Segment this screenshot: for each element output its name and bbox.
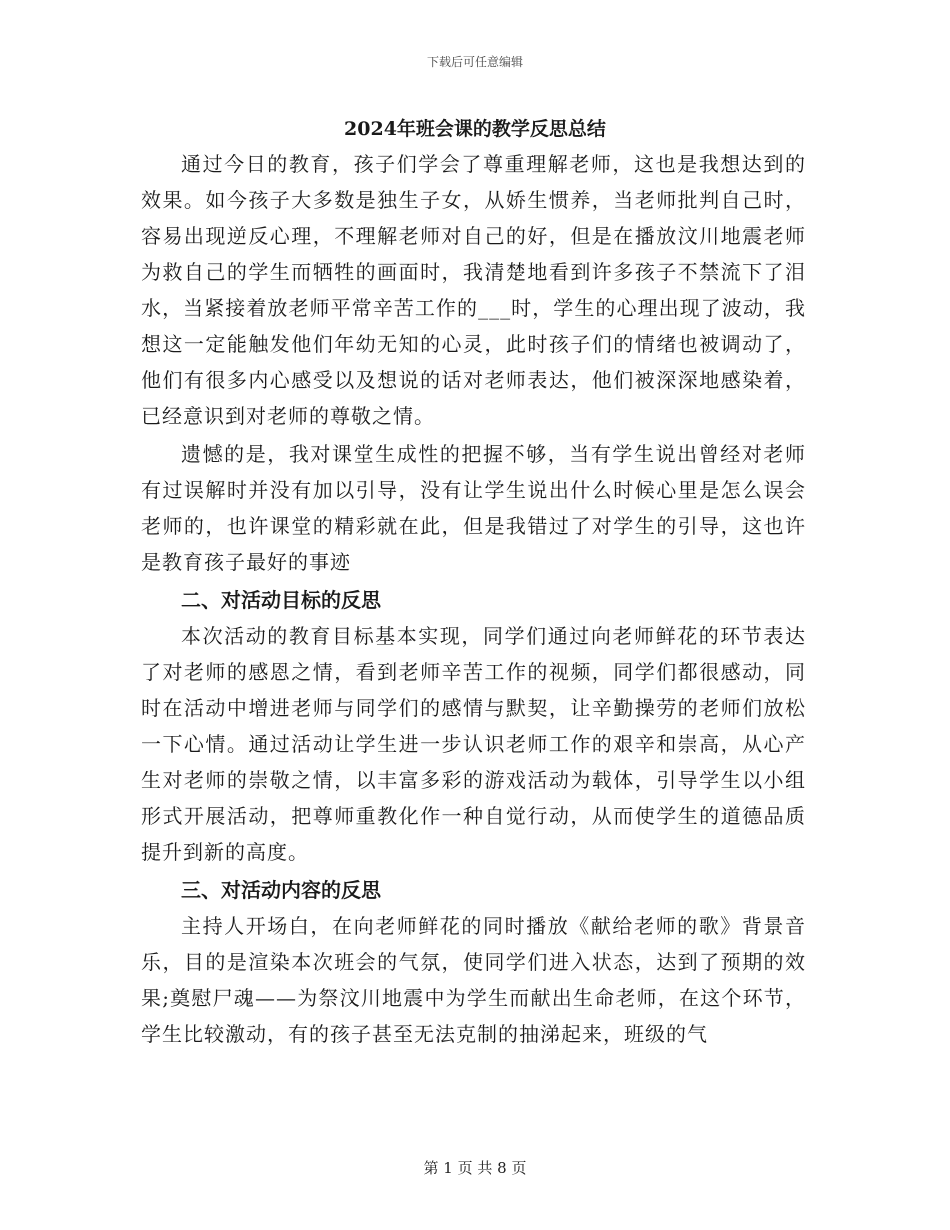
page-number: 第 1 页 共 8 页 xyxy=(423,1159,527,1177)
section-heading-content: 三、对活动内容的反思 xyxy=(181,878,381,902)
paragraph-content: 主持人开场白，在向老师鲜花的同时播放《献给老师的歌》背景音乐，目的是渲染本次班会的气氛，使同学们进入状态，达到了预期的效果;奠慰尸魂——为祭汶川地震中为学生而献出生命老师，在这个环节，学生比较激动，有的孩子甚至无法克制的抽涕起来，班级的气 xyxy=(141,914,806,1046)
paragraph-intro: 通过今日的教育，孩子们学会了尊重理解老师，这也是我想达到的效果。如今孩子大多数是独生子女，从娇生惯养，当老师批判自己时，容易出现逆反心理，不理解老师对自己的好，但是在播放汶川地震老师为救自己的学生而牺牲的画面时，我清楚地看到许多孩子不禁流下了泪水，当紧接着放老师平常辛苦工作的___时，学生的心理出现了波动，我想这一定能触发他们年幼无知的心灵，此时孩子们的情绪也被调动了，他们有很多内心感受以及想说的话对老师表达，他们被深深地感染着，已经意识到对老师的尊敬之情。 xyxy=(141,152,806,428)
section-heading-goals: 二、对活动目标的反思 xyxy=(181,588,381,612)
paragraph-goals: 本次活动的教育目标基本实现，同学们通过向老师鲜花的环节表达了对老师的感恩之情，看到老师辛苦工作的视频，同学们都很感动，同时在活动中增进老师与同学们的感情与默契，让辛勤操劳的老师们放松一下心情。通过活动让学生进一步认识老师工作的艰辛和崇高，从心产生对老师的崇敬之情，以丰富多彩的游戏活动为载体，引导学生以小组形式开展活动，把尊师重教化作一种自觉行动，从而使学生的道德品质提升到新的高度。 xyxy=(141,624,806,864)
document-title: 2024年班会课的教学反思总结 xyxy=(344,118,606,140)
header-note: 下载后可任意编辑 xyxy=(426,55,523,69)
document-body xyxy=(141,146,806,1052)
paragraph-regret: 遗憾的是，我对课堂生成性的把握不够，当有学生说出曾经对老师有过误解时并没有加以引导，没有让学生说出什么时候心里是怎么误会老师的，也许课堂的精彩就在此，但是我错过了对学生的引导，这也许是教育孩子最好的事迹 xyxy=(141,442,806,574)
